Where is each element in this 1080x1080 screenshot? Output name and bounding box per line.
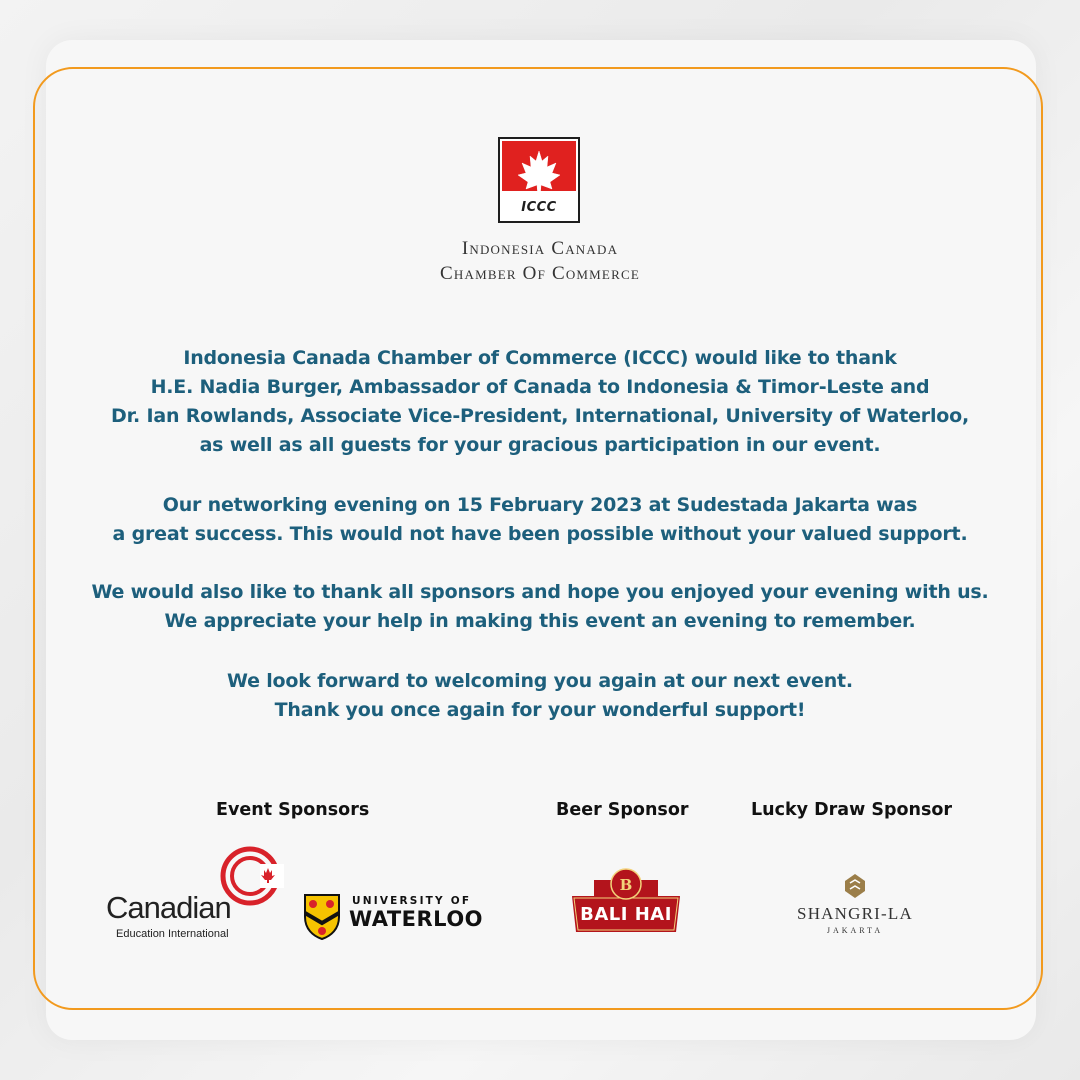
canadian-education-international-logo: [104, 846, 284, 946]
thank-you-paragraph: [60, 344, 1020, 460]
closing-paragraph: [60, 667, 1020, 725]
maple-leaf-icon: [514, 147, 564, 199]
balihai-wordmark: BALI HAI: [580, 904, 672, 925]
text-line: We would also like to thank all sponsors and hope you enjoyed your evening with us.: [91, 581, 989, 603]
shangrila-city: JAKARTA: [826, 926, 884, 935]
organization-name: [340, 236, 740, 286]
bali-hai-logo: [568, 866, 684, 938]
cei-wordmark: Canadian: [106, 890, 231, 925]
text-line: We appreciate your help in making this event an evening to remember.: [164, 610, 916, 632]
org-name-line2: Chamber Of Commerce: [440, 263, 640, 284]
balihai-emblem-icon: [568, 866, 684, 938]
beer-sponsor-heading: Beer Sponsor: [556, 800, 689, 820]
text-line: Our networking evening on 15 February 2023 at Sudestada Jakarta was: [162, 494, 918, 516]
shangrila-wordmark: SHANGRI-LA: [797, 904, 913, 923]
university-of-waterloo-logo: [303, 893, 503, 943]
event-sponsors-heading: Event Sponsors: [216, 800, 370, 820]
logo-abbreviation: ICCC: [521, 200, 557, 215]
text-line: as well as all guests for your gracious participation in our event.: [199, 434, 881, 456]
uw-line2: WATERLOO: [349, 907, 484, 931]
shangri-la-logo: [780, 873, 930, 943]
cei-subtitle: Education International: [116, 928, 229, 940]
text-line: H.E. Nadia Burger, Ambassador of Canada to Indonesia & Timor-Leste and: [150, 376, 930, 398]
iccc-logo: [498, 137, 580, 223]
text-line: We look forward to welcoming you again at our next event.: [227, 670, 853, 692]
uw-line1: UNIVERSITY OF: [352, 895, 472, 907]
sponsor-thanks-paragraph: [60, 578, 1020, 636]
text-line: a great success. This would not have been possible without your valued support.: [112, 523, 968, 545]
text-line: Indonesia Canada Chamber of Commerce (ICCC) would like to thank: [183, 347, 897, 369]
svg-text:B: B: [619, 876, 633, 894]
event-success-paragraph: [60, 491, 1020, 549]
shangrila-emblem-icon: [844, 873, 866, 899]
lucky-draw-sponsor-heading: Lucky Draw Sponsor: [751, 800, 953, 820]
text-line: Thank you once again for your wonderful support!: [274, 699, 806, 721]
text-line: Dr. Ian Rowlands, Associate Vice-President, International, University of Waterloo,: [111, 405, 969, 427]
org-name-line1: Indonesia Canada: [461, 238, 619, 259]
waterloo-crest-icon: [303, 893, 341, 941]
